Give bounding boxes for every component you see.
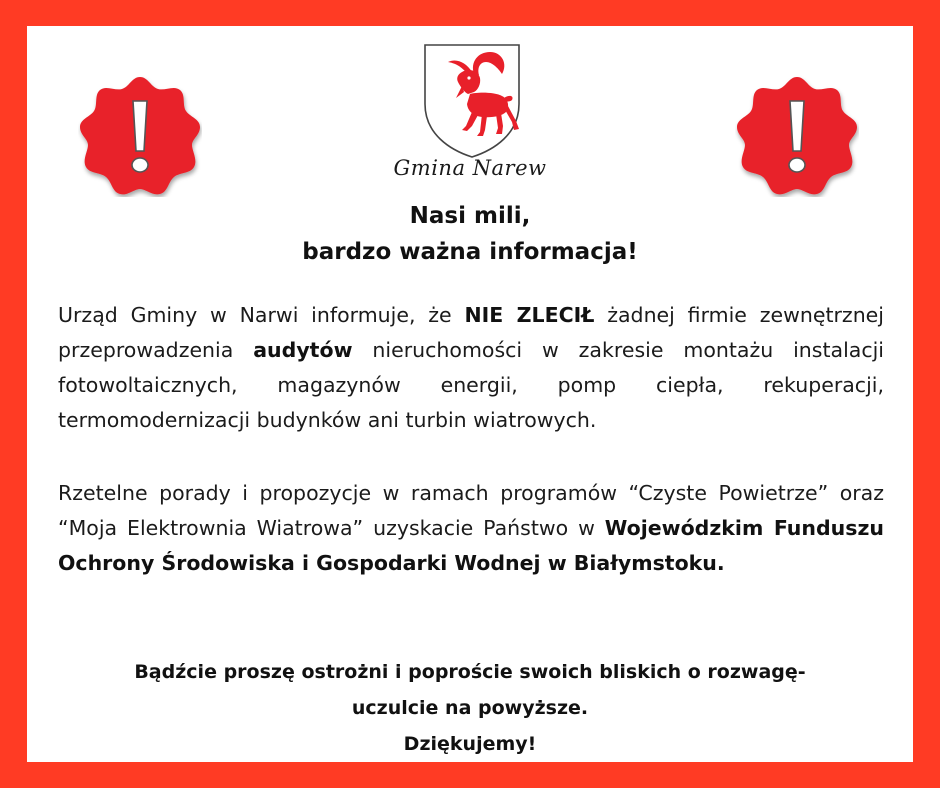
- heading-line-1: Nasi mili,: [409, 203, 531, 229]
- municipality-name: Gmina Narew: [393, 156, 547, 180]
- notice-heading: [27, 198, 913, 270]
- heading-line-2: bardzo ważna informacja!: [302, 239, 638, 265]
- paragraph-text: Urząd Gminy w Narwi informuje, że: [58, 303, 465, 327]
- paragraph-text: Rzetelne porady i propozycje w ramach programów “Czyste Powietrze” oraz “Moja Elektrownia Wiatrowa” uzyskacie Państwo w: [58, 481, 884, 540]
- closing-message: [27, 654, 913, 762]
- emphasis-not-commissioned: NIE ZLECIŁ: [464, 303, 595, 327]
- closing-line-1: Bądźcie proszę ostrożni i poproście swoich bliskich o rozwagę-: [134, 661, 806, 683]
- goat-coat-of-arms-icon: [422, 42, 522, 160]
- emphasis-fund-name: Wojewódzkim Funduszu Ochrony Środowiska i Gospodarki Wodnej w Białymstoku.: [58, 516, 884, 575]
- emphasis-audits: audytów: [253, 338, 353, 362]
- closing-thanks: Dziękujemy!: [403, 733, 537, 755]
- notice-paragraph-advice: [58, 476, 884, 581]
- paragraph-text: żadnej firmie zewnętrznej przeprowadzenia: [58, 303, 884, 362]
- notice-card: [27, 26, 913, 762]
- paragraph-text: nieruchomości w zakresie montażu instalacji fotowoltaicznych, magazynów energii, pomp ciepła, rekuperacji, termomodernizacji budynków ani turbin wiatrowych.: [58, 338, 884, 432]
- notice-paragraph-audits: [58, 298, 884, 438]
- closing-line-2: uczulcie na powyższe.: [351, 697, 589, 719]
